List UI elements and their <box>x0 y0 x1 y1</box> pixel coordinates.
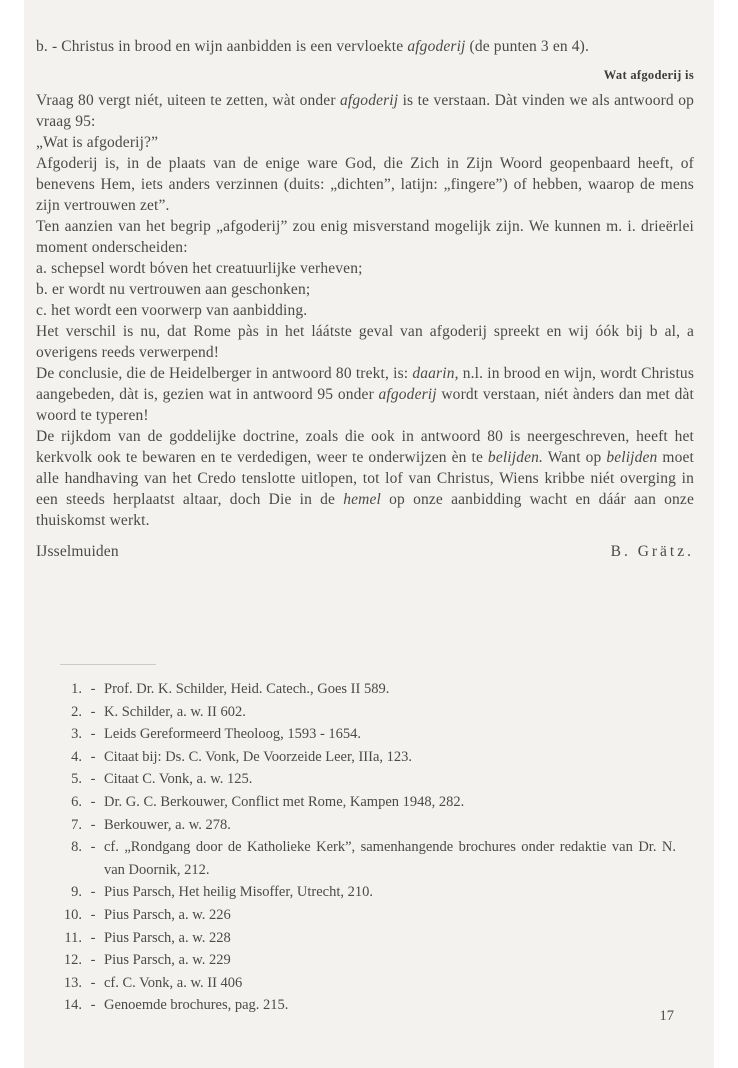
paragraph-question-80: Vraag 80 vergt niét, uiteen te zetten, wàt onder afgoderij is te verstaan. Dàt vinden we als antwoord op vraag 95: <box>36 92 695 130</box>
footnote-item: 2. - K. Schilder, a. w. II 602. <box>71 703 246 720</box>
footnote-item: 4. - Citaat bij: Ds. C. Vonk, De Voorzeide Leer, IIIa, 123. <box>71 748 413 765</box>
footnote-item: 11. - Pius Parsch, a. w. 228 <box>64 929 231 946</box>
footnote-item: 9. - Pius Parsch, Het heilig Misoffer, Utrecht, 210. <box>71 884 373 901</box>
signature-place: IJsselmuiden <box>36 543 119 560</box>
list-item: b. er wordt nu vertrouwen aan geschonken; <box>36 281 311 298</box>
page-number: 17 <box>659 1008 674 1024</box>
footnote-item: 8. - cf. „Rondgang door de Katholieke Kerk”, samenhangende brochures onder redaktie van Dr. N. van Doornik, 212. <box>71 839 676 878</box>
list-item: a. schepsel wordt bóven het creatuurlijke verheven; <box>36 260 363 277</box>
footnote-item: 6. - Dr. G. C. Berkouwer, Conflict met Rome, Kampen 1948, 282. <box>71 793 465 810</box>
paragraph-conclusion: De conclusie, die de Heidelberger in antwoord 80 trekt, is: daarin, n.l. in brood en wijn, wordt Christus aangebeden, dàt is, gezien wat in antwoord 95 onder afgoderij wordt verstaan, niét ànders dan met dàt woord te typeren! <box>36 365 695 424</box>
document-page <box>24 0 714 1068</box>
footnote-item: 12. - Pius Parsch, a. w. 229 <box>63 952 231 969</box>
list-item: c. het wordt een voorwerp van aanbidding. <box>36 302 308 319</box>
signature-author: B. Grätz. <box>610 543 694 560</box>
section-heading: Wat afgoderij is <box>603 68 694 82</box>
intro-paragraph: b. - Christus in brood en wijn aanbidden is een vervloekte afgoderij (de punten 3 en 4). <box>36 38 590 55</box>
quote-question-95: „Wat is afgoderij?” <box>36 134 159 151</box>
footnote-item: 3. - Leids Gereformeerd Theoloog, 1593 - 1654. <box>71 726 362 743</box>
paragraph-concept: Ten aanzien van het begrip „afgoderij” zou enig misverstand mogelijk zijn. We kunnen m. i. drieërlei moment onderscheiden: <box>36 218 694 256</box>
paragraph-difference: Het verschil is nu, dat Rome pàs in het láátste geval van afgoderij spreekt en wij óók bij b al, a overigens reeds verwerpend! <box>36 323 694 361</box>
paragraph-doctrine: De rijkdom van de goddelijke doctrine, zoals die ook in antwoord 80 is neergeschreven, heeft het kerkvolk ook te bewaren en te verdedigen, weer te onderwijzen èn te belijden. Want op belijden moet alle handhaving van het Credo tenslotte uitlopen, tot lof van Christus, Wiens kribbe niét overging in een steeds herplaatst altaar, doch Die in de hemel op onze aanbidding wacht en dáár aan onze thuiskomst werkt. <box>36 428 694 529</box>
footnote-item: 5. - Citaat C. Vonk, a. w. 125. <box>71 771 253 788</box>
footnote-item: 10. - Pius Parsch, a. w. 226 <box>63 906 231 923</box>
footnote-item: 7. - Berkouwer, a. w. 278. <box>71 816 231 833</box>
footnotes-list <box>36 678 676 1017</box>
paragraph-definition: Afgoderij is, in de plaats van de enige ware God, die Zich in Zijn Woord geopenbaard heeft, of benevens Hem, iets anders verzinnen (duits: „dichten”, latijn: „fingere”) of hebben, waarop de mens zijn vertrouwen zet”. <box>36 155 694 214</box>
article-body <box>36 36 694 562</box>
footnote-item: 1. - Prof. Dr. K. Schilder, Heid. Catech., Goes II 589. <box>71 681 390 697</box>
signature-row <box>36 541 694 562</box>
footnote-item: 13. - cf. C. Vonk, a. w. II 406 <box>63 974 243 991</box>
footnote-item: 14. - Genoemde brochures, pag. 215. <box>63 997 289 1014</box>
footnote-divider <box>60 664 156 665</box>
